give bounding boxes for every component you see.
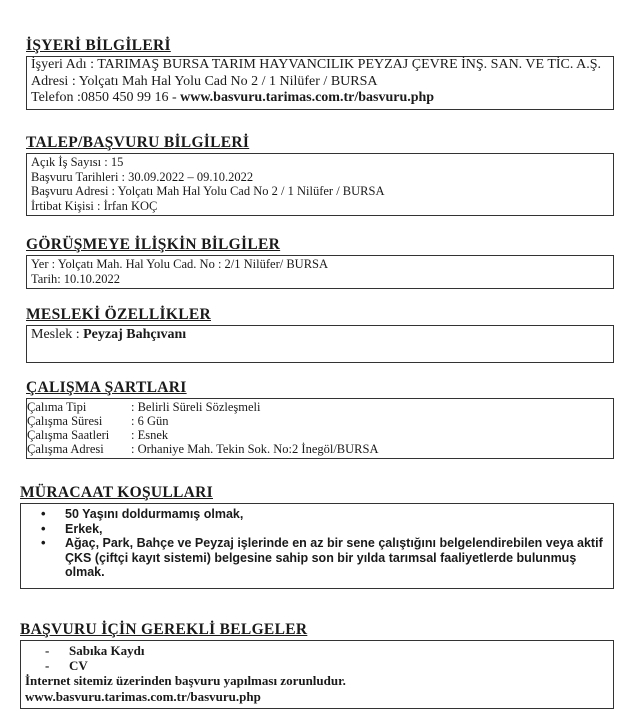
documents-box xyxy=(20,640,614,709)
heading-application: TALEP/BAŞVURU BİLGİLERİ xyxy=(26,134,250,151)
profession-box xyxy=(26,325,614,363)
condition-row xyxy=(27,414,609,428)
section-interview xyxy=(26,236,614,289)
heading-working-conditions: ÇALIŞMA ŞARTLARI xyxy=(26,379,187,396)
list-item: - CV xyxy=(45,658,607,673)
heading-interview: GÖRÜŞMEYE İLİŞKİN BİLGİLER xyxy=(26,236,281,253)
application-address: Başvuru Adresi : Yolçatı Mah Hal Yolu Cad No 2 / 1 Nilüfer / BURSA xyxy=(31,184,385,198)
requirements-list xyxy=(27,507,603,580)
interview-place: Yer : Yolçatı Mah. Hal Yolu Cad. No : 2/1 Nilüfer/ BURSA xyxy=(31,257,329,271)
workplace-address: Adresi : Yolçatı Mah Hal Yolu Cad No 2 / 1 Nilüfer / BURSA xyxy=(31,73,378,89)
condition-value: : Orhaniye Mah. Tekin Sok. No:2 İnegöl/BURSA xyxy=(131,442,379,456)
list-item: • 50 Yaşını doldurmamış olmak, xyxy=(41,507,603,522)
interview-box xyxy=(26,255,614,289)
profession-line xyxy=(31,327,609,344)
working-conditions-box xyxy=(26,398,614,459)
heading-workplace: İŞYERİ BİLGİLERİ xyxy=(26,37,171,54)
workplace-box xyxy=(26,56,614,110)
section-workplace xyxy=(26,37,614,110)
heading-documents: BAŞVURU İÇİN GEREKLİ BELGELER xyxy=(20,621,308,638)
application-url[interactable]: www.basvuru.tarimas.com.tr/basvuru.php xyxy=(25,689,261,704)
condition-key: Çalışma Adresi xyxy=(27,442,104,456)
condition-row xyxy=(27,428,609,442)
interview-date: Tarih: 10.10.2022 xyxy=(31,271,121,286)
list-item: • Erkek, xyxy=(41,522,603,537)
section-requirements xyxy=(20,484,614,589)
profession-label: Meslek : xyxy=(31,327,84,342)
list-item: • Ağaç, Park, Bahçe ve Peyzaj işlerinde en az bir sene çalıştığını belgelendirebilen veya aktif ÇKS (çiftçi kayıt sistemi) belgesine sahip son bir yılda tarımsal faaliyetlerde bulunmuş olmak. xyxy=(41,536,603,580)
workplace-phone xyxy=(31,90,609,107)
contact-person: İrtibat Kişisi : İrfan KOÇ xyxy=(31,198,158,213)
condition-key: Çalışma Saatleri xyxy=(27,428,110,442)
condition-value: : Esnek xyxy=(131,428,169,442)
list-item: - Sabıka Kaydı xyxy=(45,643,607,658)
section-application xyxy=(26,134,614,216)
condition-row xyxy=(27,442,609,456)
application-dates: Başvuru Tarihleri : 30.09.2022 – 09.10.2022 xyxy=(31,169,254,184)
section-profession xyxy=(26,306,614,363)
application-box xyxy=(26,153,614,216)
section-documents xyxy=(20,621,614,709)
condition-value: : 6 Gün xyxy=(131,414,169,428)
condition-row xyxy=(27,400,609,414)
heading-requirements: MÜRACAAT KOŞULLARI xyxy=(20,484,213,501)
documents-list xyxy=(25,643,607,673)
condition-key: Çalışma Süresi xyxy=(27,414,103,428)
online-application-note: İnternet sitemiz üzerinden başvuru yapılması zorunludur. xyxy=(25,673,346,688)
profession-value: Peyzaj Bahçıvanı xyxy=(83,327,187,342)
requirements-box xyxy=(20,503,614,589)
workplace-phone-number: Telefon :0850 450 99 16 - xyxy=(31,90,181,105)
workplace-phone-url[interactable]: www.basvuru.tarimas.com.tr/basvuru.php xyxy=(180,90,435,105)
workplace-name: İşyeri Adı : TARIMAŞ BURSA TARIM HAYVANCILIK PEYZAJ ÇEVRE İNŞ. SAN. VE TİC. A.Ş. xyxy=(31,57,602,72)
heading-profession: MESLEKİ ÖZELLİKLER xyxy=(26,306,211,323)
open-positions: Açık İş Sayısı : 15 xyxy=(31,155,124,169)
section-working-conditions xyxy=(26,379,614,459)
condition-value: : Belirli Süreli Sözleşmeli xyxy=(131,400,261,414)
condition-key: Çalıma Tipi xyxy=(27,400,87,414)
